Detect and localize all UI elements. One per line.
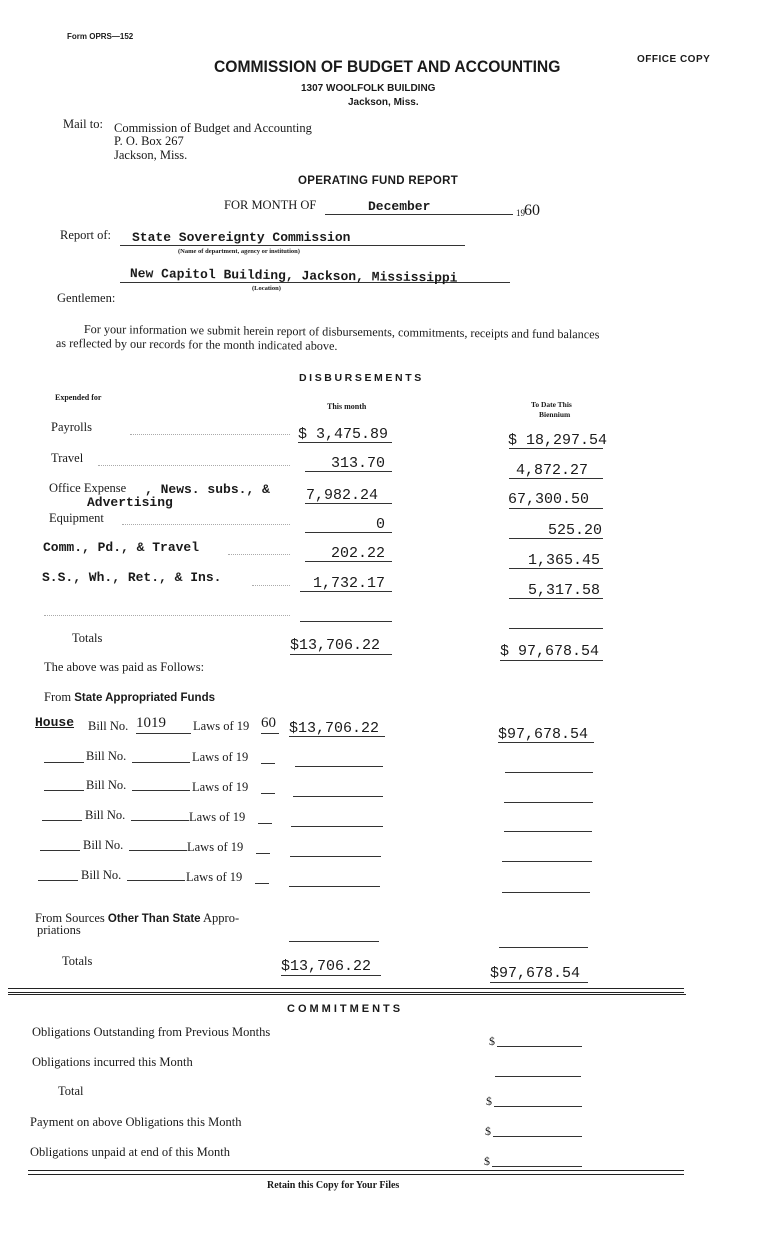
laws-label: Laws of 19 <box>193 719 250 733</box>
agency-caption: (Name of department, agency or institution) <box>178 248 300 255</box>
month-value: 7,982.24 <box>306 487 379 504</box>
dollar-sign: $ <box>489 1034 495 1048</box>
total-month-line <box>290 654 392 655</box>
row-label-office-expense: Office Expense <box>49 481 127 495</box>
blank-bill-label: Bill No. <box>83 838 124 852</box>
other-prefix: From Sources <box>35 911 105 925</box>
other-suffix: Appro- <box>203 911 240 925</box>
total-todate: $ 97,678.54 <box>500 643 600 660</box>
bill-no-label: Bill No. <box>88 719 129 733</box>
leader-dots <box>98 465 290 466</box>
report-of-label: Report of: <box>60 228 112 242</box>
month-value: $ 3,475.89 <box>298 426 389 443</box>
todate-value: 4,872.27 <box>516 462 589 479</box>
other-bold: Other Than State <box>107 913 201 925</box>
form-title: COMMISSION OF BUDGET AND ACCOUNTING <box>214 57 561 76</box>
retain-copy-note: Retain this Copy for Your Files <box>267 1180 400 1191</box>
from-state-funds <box>44 690 215 705</box>
todate-value: 5,317.58 <box>528 582 601 599</box>
row-label-equipment: Equipment <box>49 511 104 525</box>
month-underline <box>325 214 513 215</box>
month-label: FOR MONTH OF <box>224 198 317 212</box>
todate-value: $ 18,297.54 <box>508 432 608 449</box>
commitments-heading: COMMITMENTS <box>287 1003 404 1015</box>
total-todate-2: $97,678.54 <box>490 965 581 982</box>
blank-laws-label: Laws of 19 <box>192 780 249 794</box>
leader-dots <box>122 524 290 525</box>
month-value: 1,732.17 <box>313 575 386 592</box>
blank-bill-label: Bill No. <box>85 808 126 822</box>
blank-laws-label: Laws of 19 <box>192 750 249 764</box>
bill-month: $13,706.22 <box>289 720 380 737</box>
total-month: $13,706.22 <box>290 637 381 654</box>
bill-house: House <box>35 715 75 730</box>
leader-dots <box>44 615 290 616</box>
row-label-payrolls: Payrolls <box>51 420 92 434</box>
leader-dots <box>252 585 290 586</box>
mail-to-label: Mail to: <box>63 117 103 131</box>
laws-year: 60 <box>261 715 276 731</box>
obligations-incurred: Obligations incurred this Month <box>32 1055 193 1069</box>
agency-location: New Capitol Building, Jackson, Mississippi <box>129 266 458 286</box>
todate-line <box>509 628 603 629</box>
mail-to-line2: P. O. Box 267 <box>114 134 184 148</box>
todate-value: 525.20 <box>548 522 603 539</box>
leader-dots <box>130 434 290 435</box>
address-line1: 1307 WOOLFOLK BUILDING <box>301 83 436 94</box>
commitments-total: Total <box>58 1084 84 1098</box>
form-number: Form OPRS—152 <box>67 32 134 41</box>
report-year: 60 <box>524 202 540 219</box>
report-month: December <box>368 199 431 214</box>
total-month-2: $13,706.22 <box>281 958 372 975</box>
col-expended-for: Expended for <box>55 393 102 402</box>
section-divider-2 <box>8 994 686 996</box>
year-prefix: 19 <box>516 208 525 218</box>
blank-laws-label: Laws of 19 <box>186 870 243 884</box>
todate-value: 1,365.45 <box>528 552 601 569</box>
mail-to-line3: Jackson, Miss. <box>114 148 188 162</box>
payment-obligations: Payment on above Obligations this Month <box>30 1115 242 1129</box>
month-line <box>300 621 392 622</box>
blank-bill-label: Bill No. <box>86 778 127 792</box>
col-this-month: This month <box>327 402 367 411</box>
from-state-prefix: From <box>44 690 72 704</box>
intro-line1: For your information we submit herein report of disbursements, commitments, receipts and fund balances <box>83 322 600 342</box>
row-label-ss: S.S., Wh., Ret., & Ins. <box>42 570 222 585</box>
row-label-travel: Travel <box>51 451 84 465</box>
bill-no: 1019 <box>136 715 166 731</box>
office-expense-typed-2: Advertising <box>87 495 173 510</box>
blank-bill-label: Bill No. <box>86 749 127 763</box>
agency-name: State Sovereignty Commission <box>132 230 351 245</box>
disbursements-heading: DISBURSEMENTS <box>299 372 424 384</box>
bill-todate: $97,678.54 <box>498 726 589 743</box>
paid-intro: The above was paid as Follows: <box>44 660 205 674</box>
other-sources-line2: priations <box>37 923 81 937</box>
blank-laws-label: Laws of 19 <box>189 810 246 824</box>
mail-to-line1: Commission of Budget and Accounting <box>114 121 312 135</box>
blank-bill-label: Bill No. <box>81 868 122 882</box>
dollar-sign: $ <box>486 1094 492 1108</box>
dollar-sign: $ <box>485 1124 491 1138</box>
todate-value: 67,300.50 <box>508 491 590 508</box>
obligations-unpaid: Obligations unpaid at end of this Month <box>30 1145 230 1159</box>
month-value: 0 <box>376 516 386 533</box>
dollar-sign: $ <box>484 1154 490 1168</box>
report-title: OPERATING FUND REPORT <box>298 175 459 187</box>
totals-label-2: Totals <box>62 954 93 968</box>
office-expense-typed-1: , News. subs., & <box>145 482 270 497</box>
month-value: 202.22 <box>331 545 386 562</box>
leader-dots <box>228 554 290 555</box>
location-caption: (Location) <box>252 285 281 292</box>
totals-label: Totals <box>72 631 103 645</box>
col-to-date-line2: Biennium <box>539 410 571 419</box>
row-label-comm: Comm., Pd., & Travel <box>43 540 200 555</box>
salutation: Gentlemen: <box>57 291 116 305</box>
address-line2: Jackson, Miss. <box>348 97 419 108</box>
col-to-date-line1: To Date This <box>531 400 572 409</box>
todate-line <box>509 508 603 509</box>
bill-no-line <box>136 733 191 734</box>
agency-underline <box>120 245 465 246</box>
office-copy-label: OFFICE COPY <box>637 54 711 65</box>
intro-line2: as reflected by our records for the month indicated above. <box>55 336 338 353</box>
month-value: 313.70 <box>331 455 386 472</box>
total-todate-line <box>500 660 603 661</box>
obligations-outstanding: Obligations Outstanding from Previous Months <box>32 1025 271 1039</box>
section-divider <box>8 988 684 993</box>
from-state-bold: State Appropriated Funds <box>74 692 215 704</box>
bottom-divider <box>28 1170 684 1175</box>
blank-laws-label: Laws of 19 <box>187 840 244 854</box>
laws-year-line <box>261 733 279 734</box>
